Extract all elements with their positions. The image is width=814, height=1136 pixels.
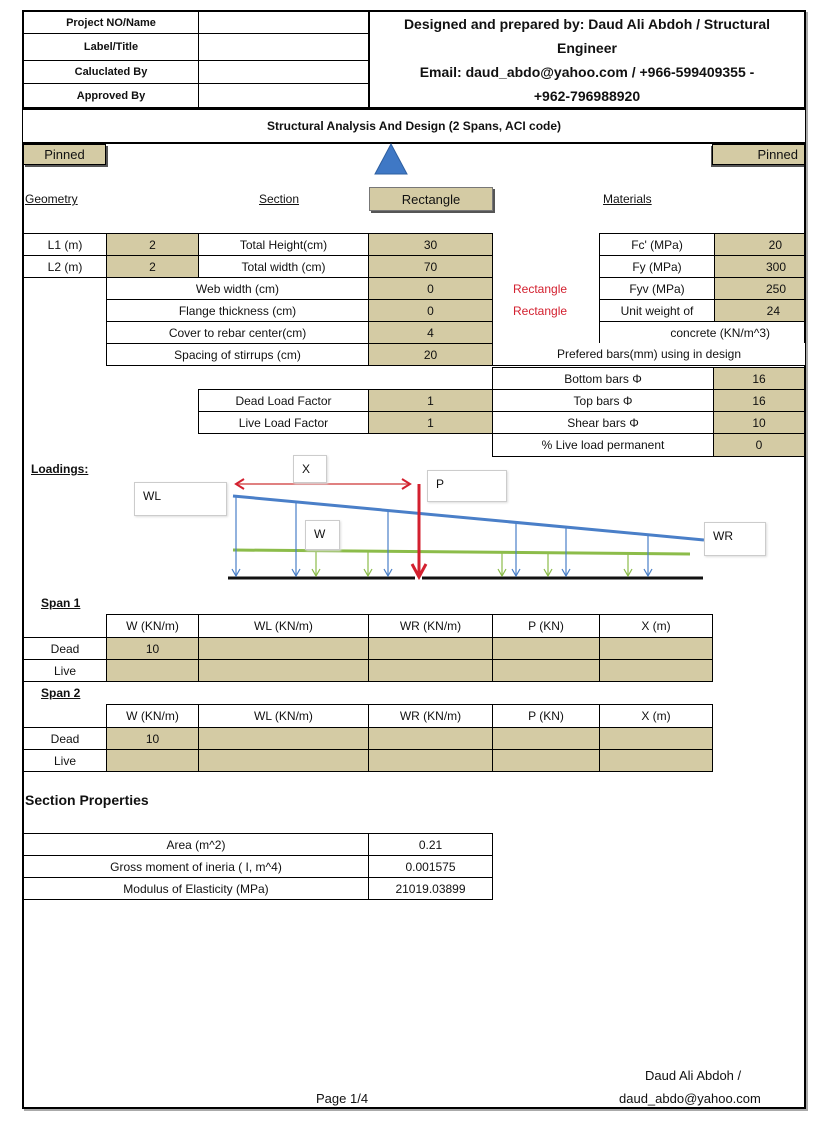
- l1-input[interactable]: 2: [106, 233, 199, 256]
- stirrup-spacing-input[interactable]: 20: [368, 343, 493, 366]
- section-properties-heading: Section Properties: [25, 792, 149, 808]
- span1-live-wl[interactable]: [198, 659, 369, 682]
- footer-author: Daud Ali Abdoh /: [645, 1068, 742, 1083]
- designer-line-3: Email: daud_abdo@yahoo.com / +966-599409355 -: [419, 64, 755, 80]
- left-support-pinned[interactable]: Pinned: [23, 144, 106, 165]
- moment-of-inertia-label: Gross moment of ineria ( I, m^4): [23, 855, 369, 878]
- section-heading: Section: [259, 192, 300, 206]
- wr-label: WR: [704, 522, 766, 556]
- span1-live-w[interactable]: [106, 659, 199, 682]
- fyv-label: Fyv (MPa): [599, 277, 715, 300]
- span2-live-label: Live: [23, 749, 107, 772]
- span2-live-p[interactable]: [492, 749, 600, 772]
- page-number: Page 1/4: [316, 1091, 369, 1106]
- total-width-label: Total width (cm): [198, 255, 369, 278]
- span1-live-p[interactable]: [492, 659, 600, 682]
- span1-col-wr: WR (KN/m): [368, 614, 493, 638]
- flange-thickness-label: Flange thickness (cm): [106, 299, 369, 322]
- total-height-label: Total Height(cm): [198, 233, 369, 256]
- span2-live-w[interactable]: [106, 749, 199, 772]
- fyv-input[interactable]: 250: [714, 277, 805, 300]
- span2-dead-p[interactable]: [492, 727, 600, 750]
- dead-load-factor-label: Dead Load Factor: [198, 389, 369, 412]
- section-type-select[interactable]: Rectangle: [369, 187, 493, 211]
- right-support-pinned[interactable]: Pinned: [712, 144, 805, 165]
- header-value-approved[interactable]: [198, 83, 369, 108]
- fc-label: Fc' (MPa): [599, 233, 715, 256]
- moment-of-inertia-value: 0.001575: [368, 855, 493, 878]
- modulus-elasticity-value: 21019.03899: [368, 877, 493, 900]
- span2-heading: Span 2: [41, 686, 81, 700]
- live-load-factor-label: Live Load Factor: [198, 411, 369, 434]
- span1-live-x[interactable]: [599, 659, 713, 682]
- live-permanent-label: % Live load permanent: [492, 433, 714, 457]
- span2-col-p: P (KN): [492, 704, 600, 728]
- cover-input[interactable]: 4: [368, 321, 493, 344]
- span2-live-wr[interactable]: [368, 749, 493, 772]
- span2-dead-label: Dead: [23, 727, 107, 750]
- l2-label: L2 (m): [23, 255, 107, 278]
- span1-col-p: P (KN): [492, 614, 600, 638]
- load-diagram: [0, 450, 814, 590]
- bottom-bars-label: Bottom bars Φ: [492, 367, 714, 390]
- fy-input[interactable]: 300: [714, 255, 805, 278]
- span1-col-x: X (m): [599, 614, 713, 638]
- shear-bars-label: Shear bars Φ: [492, 411, 714, 434]
- unit-weight-unit-label: concrete (KN/m^3): [599, 321, 805, 344]
- span2-col-wr: WR (KN/m): [368, 704, 493, 728]
- total-height-input[interactable]: 30: [368, 233, 493, 256]
- web-width-note: Rectangle: [513, 282, 568, 296]
- span1-dead-label: Dead: [23, 637, 107, 660]
- live-load-factor-input[interactable]: 1: [368, 411, 493, 434]
- materials-heading: Materials: [603, 192, 652, 206]
- span1-live-label: Live: [23, 659, 107, 682]
- dead-load-factor-input[interactable]: 1: [368, 389, 493, 412]
- span2-col-x: X (m): [599, 704, 713, 728]
- designer-line-2: Engineer: [557, 40, 617, 56]
- span2-col-wl: WL (KN/m): [198, 704, 369, 728]
- modulus-elasticity-label: Modulus of Elasticity (MPa): [23, 877, 369, 900]
- span1-dead-w[interactable]: 10: [106, 637, 199, 660]
- wl-label: WL: [134, 482, 227, 516]
- header-label-project: Project NO/Name: [23, 11, 199, 34]
- span1-dead-p[interactable]: [492, 637, 600, 660]
- designer-line-4: +962-796988920: [533, 88, 641, 104]
- span1-dead-wr[interactable]: [368, 637, 493, 660]
- flange-thickness-note: Rectangle: [513, 304, 568, 318]
- span2-live-x[interactable]: [599, 749, 713, 772]
- stirrup-spacing-label: Spacing of stirrups (cm): [106, 343, 369, 366]
- header-label-calculated: Caluclated By: [23, 60, 199, 84]
- fc-input[interactable]: 20: [714, 233, 805, 256]
- top-bars-label: Top bars Φ: [492, 389, 714, 412]
- header-value-title[interactable]: [198, 33, 369, 61]
- l1-label: L1 (m): [23, 233, 107, 256]
- span1-col-w: W (KN/m): [106, 614, 199, 638]
- area-value: 0.21: [368, 833, 493, 856]
- point-load-label: P: [427, 470, 507, 502]
- geometry-heading: Geometry: [25, 192, 78, 206]
- top-bars-input[interactable]: 16: [713, 389, 805, 412]
- flange-thickness-input[interactable]: 0: [368, 299, 493, 322]
- total-width-input[interactable]: 70: [368, 255, 493, 278]
- span1-dead-wl[interactable]: [198, 637, 369, 660]
- area-label: Area (m^2): [23, 833, 369, 856]
- x-dimension-label: X: [293, 455, 327, 483]
- span2-live-wl[interactable]: [198, 749, 369, 772]
- unit-weight-input[interactable]: 24: [714, 299, 805, 322]
- triangle-support-icon: [374, 143, 408, 175]
- preferred-bars-title: Prefered bars(mm) using in design: [492, 343, 805, 366]
- header-label-title: Label/Title: [23, 33, 199, 61]
- span1-live-wr[interactable]: [368, 659, 493, 682]
- web-width-label: Web width (cm): [106, 277, 369, 300]
- web-width-input[interactable]: 0: [368, 277, 493, 300]
- w-label: W: [305, 520, 340, 550]
- footer-email: daud_abdo@yahoo.com: [619, 1091, 761, 1106]
- span2-dead-x[interactable]: [599, 727, 713, 750]
- span2-dead-wl[interactable]: [198, 727, 369, 750]
- span2-col-w: W (KN/m): [106, 704, 199, 728]
- unit-weight-label: Unit weight of: [599, 299, 715, 322]
- shear-bars-input[interactable]: 10: [713, 411, 805, 434]
- page-title: Structural Analysis And Design (2 Spans, ACI code): [23, 108, 805, 144]
- loadings-heading: Loadings:: [31, 462, 89, 476]
- designer-line-1: Designed and prepared by: Daud Ali Abdoh / Structural: [403, 16, 771, 32]
- span1-dead-x[interactable]: [599, 637, 713, 660]
- header-value-project[interactable]: [198, 11, 369, 34]
- bottom-bars-input[interactable]: 16: [713, 367, 805, 390]
- live-permanent-input[interactable]: 0: [713, 433, 805, 457]
- span1-col-wl: WL (KN/m): [198, 614, 369, 638]
- cover-label: Cover to rebar center(cm): [106, 321, 369, 344]
- span1-heading: Span 1: [41, 596, 81, 610]
- header-label-approved: Approved By: [23, 83, 199, 108]
- designer-info: [368, 11, 805, 108]
- fy-label: Fy (MPa): [599, 255, 715, 278]
- span2-dead-w[interactable]: 10: [106, 727, 199, 750]
- span2-dead-wr[interactable]: [368, 727, 493, 750]
- header-value-calculated[interactable]: [198, 60, 369, 84]
- l2-input[interactable]: 2: [106, 255, 199, 278]
